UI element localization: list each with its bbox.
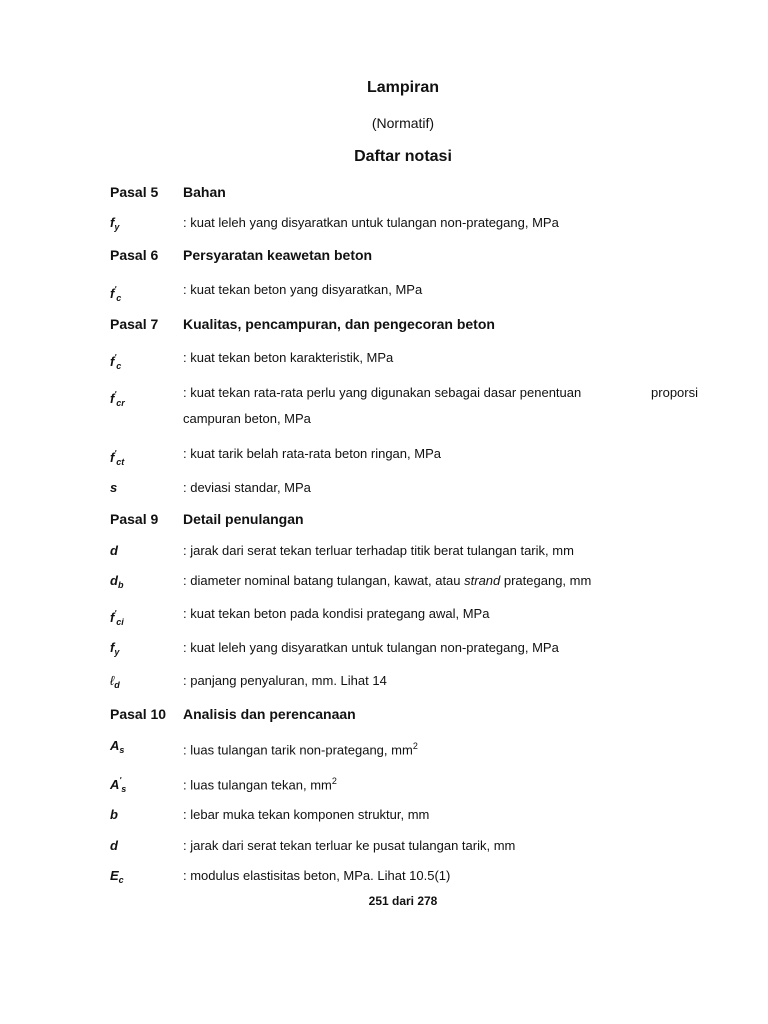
notation-description: : kuat tekan beton pada kondisi prategang awal, MPa [183, 606, 490, 621]
notation-description: : kuat leleh yang disyaratkan untuk tulangan non-prategang, MPa [183, 215, 559, 230]
notation-description: : jarak dari serat tekan terluar ke pusat tulangan tarik, mm [183, 838, 516, 853]
notation-description: : diameter nominal batang tulangan, kawat, atau strand prategang, mm [183, 573, 592, 588]
section-heading: Daftar notasi [354, 148, 452, 165]
notation-description: : modulus elastisitas beton, MPa. Lihat 10.5(1) [183, 868, 451, 883]
section-title: Detail penulangan [183, 511, 304, 527]
page-number: 251 dari 278 [368, 894, 438, 908]
notation-description: : jarak dari serat tekan terluar terhadap titik berat tulangan tarik, mm [183, 543, 574, 558]
section-title: Persyaratan keawetan beton [183, 247, 373, 263]
notation-description: : lebar muka tekan komponen struktur, mm [183, 807, 430, 822]
notation-symbol: $A_s$ [110, 738, 125, 755]
notation-description: : luas tulangan tarik non-prategang, $mm^2$ [183, 741, 418, 758]
notation-symbol: $d_b$ [110, 573, 124, 590]
section-number: Pasal 9 [110, 511, 159, 527]
notation-description: : kuat tekan beton karakteristik, MPa [183, 350, 394, 365]
section-number: Pasal 5 [110, 184, 159, 200]
notation-symbol: d [110, 838, 118, 853]
section-number: Pasal 6 [110, 247, 159, 263]
section-title: Bahan [183, 184, 226, 200]
page-subtitle: (Normatif) [371, 115, 435, 131]
notation-description: : panjang penyaluran, mm. Lihat 14 [183, 673, 387, 688]
notation-symbol: $f'_{ct}$ [110, 449, 125, 467]
notation-description: : deviasi standar, MPa [183, 480, 311, 495]
notation-symbol: $f_y$ [110, 640, 120, 657]
notation-symbol: s [110, 480, 118, 495]
notation-symbol: $f_y$ [110, 215, 120, 232]
section-title: Analisis dan perencanaan [183, 706, 356, 722]
section-number: Pasal 7 [110, 316, 159, 332]
section-number: Pasal 10 [110, 706, 167, 722]
notation-symbol: $A'_s$ [110, 776, 127, 794]
notation-symbol: $f'_{cr}$ [110, 390, 125, 408]
notation-symbol: d [110, 543, 118, 558]
notation-symbol: $E_c$ [110, 868, 124, 885]
notation-symbol: $f'_{ci}$ [110, 609, 124, 627]
notation-symbol: $f'_c$ [110, 285, 122, 303]
page-title: Lampiran [366, 79, 439, 96]
notation-description: : kuat tekan beton yang disyaratkan, MPa [183, 282, 423, 297]
section-title: Kualitas, pencampuran, dan pengecoran beton [183, 316, 495, 332]
notation-symbol: $f'_c$ [110, 353, 122, 371]
notation-symbol: ℓ$_d$ [110, 673, 120, 690]
notation-description: : kuat leleh yang disyaratkan untuk tulangan non-prategang, MPa [183, 640, 559, 655]
notation-description: : luas tulangan tekan, $mm^2$ [183, 776, 337, 793]
notation-description: : kuat tekan rata-rata perlu yang digunakan sebagai dasar penentuan proporsi campuran beton, MPa [183, 385, 698, 426]
notation-symbol: b [110, 807, 118, 822]
notation-description: : kuat tarik belah rata-rata beton ringan, MPa [183, 446, 441, 461]
